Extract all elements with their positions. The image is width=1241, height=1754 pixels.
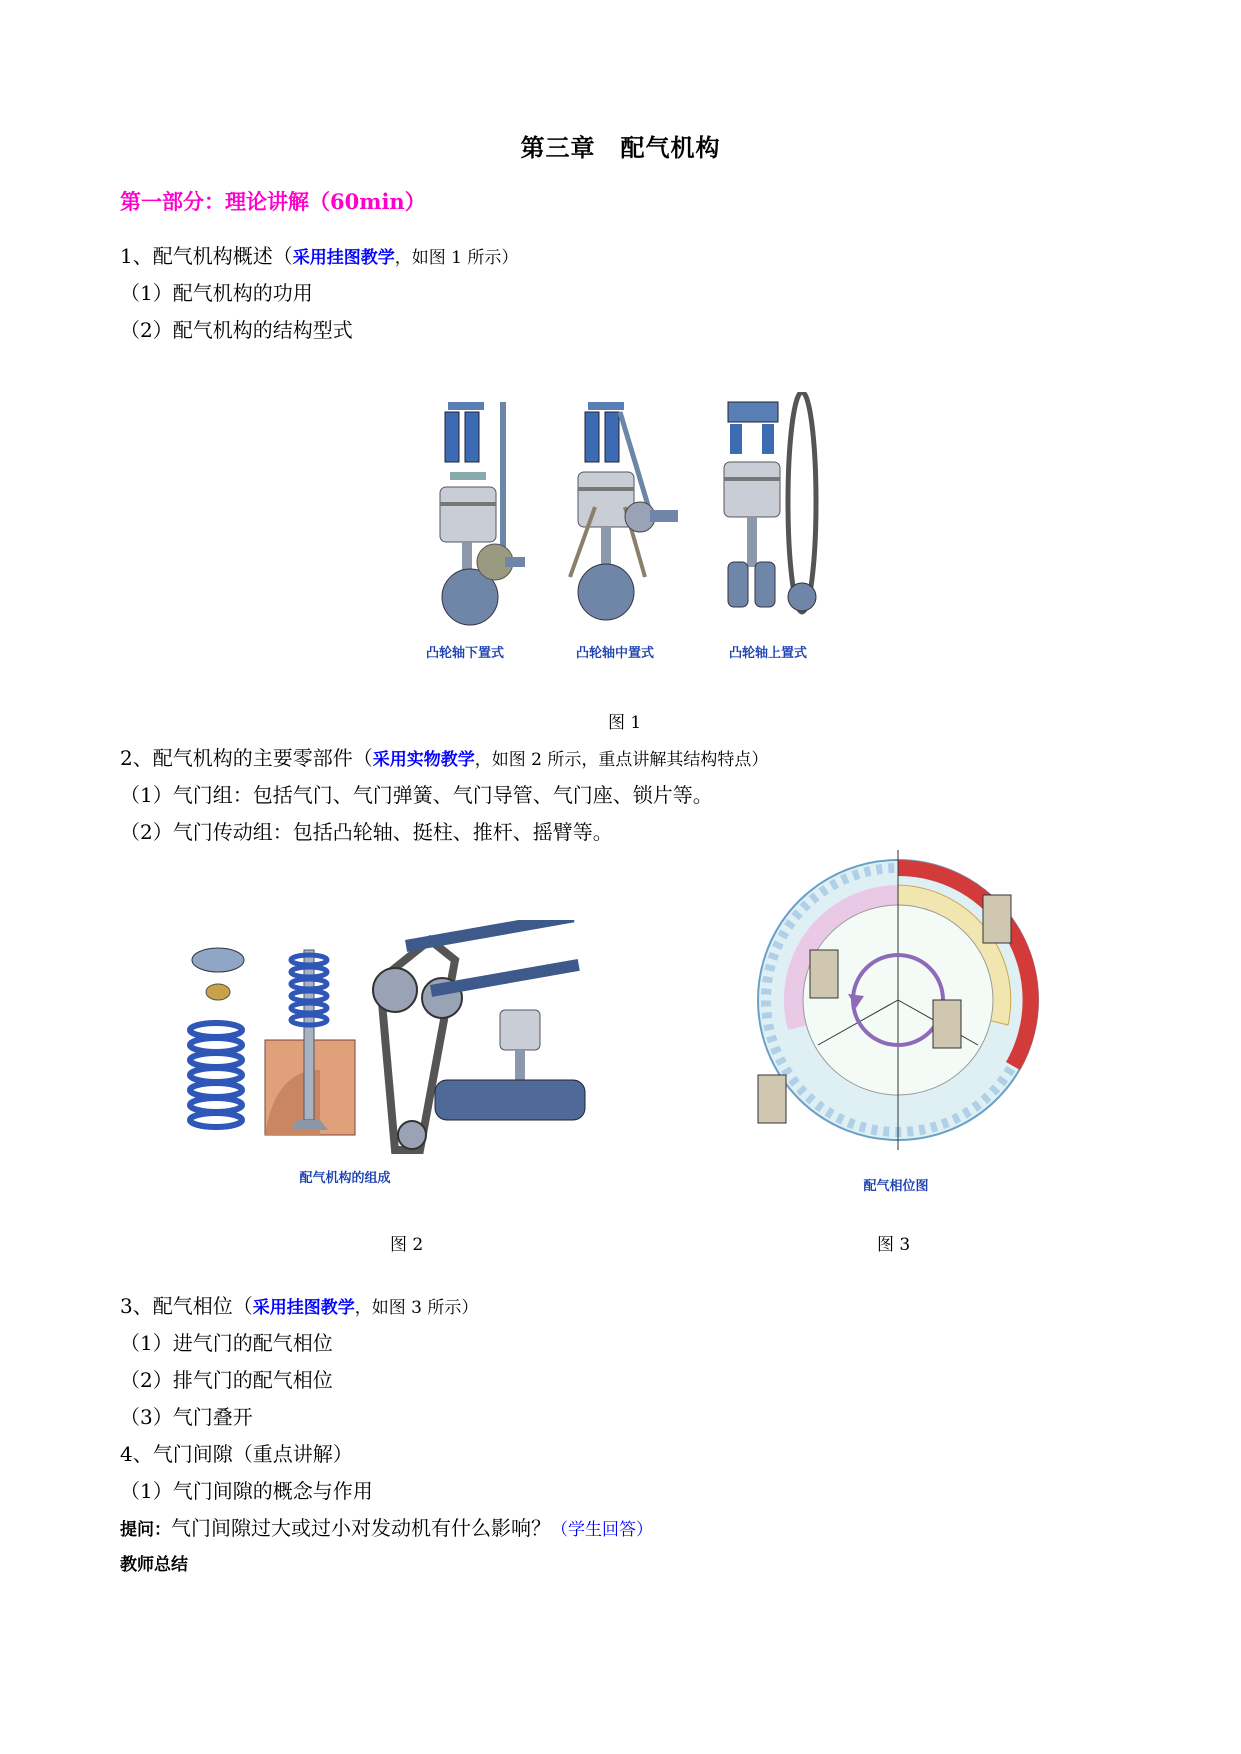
- section3-item-1: （1）进气门的配气相位: [120, 1331, 333, 1355]
- section1-method: 采用挂图教学: [292, 248, 395, 268]
- section1-heading: [120, 240, 518, 269]
- section1-item-1: （1）配气机构的功用: [120, 281, 313, 305]
- figure2-valvetrain-components: [180, 920, 640, 1190]
- section1-item-2: （2）配气机构的结构型式: [120, 318, 353, 342]
- engine-overhead-cam-illustration: [724, 392, 816, 612]
- section4-item-1: （1）气门间隙的概念与作用: [120, 1479, 373, 1503]
- figure1-label-1: 凸轮轴下置式: [425, 646, 505, 661]
- section3-prefix: 3、配气相位（: [120, 1294, 253, 1318]
- figure3-label: 配气相位图: [863, 1179, 929, 1194]
- figure1-label-3: 凸轮轴上置式: [728, 646, 808, 661]
- question-label: 提问：: [120, 1520, 171, 1540]
- section2-method: 采用实物教学: [372, 750, 475, 770]
- figure2-caption: 图 2: [390, 1235, 424, 1255]
- section3-suffix: ，如图 3 所示）: [354, 1298, 479, 1318]
- engine-cam-in-block-illustration: [440, 402, 525, 625]
- figure1-camshaft-layouts: [410, 392, 830, 662]
- question-answer: （学生回答）: [551, 1520, 653, 1540]
- teacher-summary: 教师总结: [120, 1555, 188, 1575]
- valve-assembly-illustration: [265, 950, 355, 1135]
- part1-heading: 第一部分：理论讲解（60min）: [120, 189, 426, 214]
- section3-heading: [120, 1290, 478, 1319]
- figure3-caption: 图 3: [877, 1235, 911, 1255]
- question-line: [120, 1512, 653, 1541]
- valve-spring-parts-illustration: [190, 948, 244, 1127]
- engine-cam-middle-illustration: [570, 402, 678, 620]
- section2-heading: [120, 742, 768, 771]
- section3-method: 采用挂图教学: [252, 1298, 355, 1318]
- chapter-title: 第三章 配气机构: [520, 133, 721, 162]
- section2-prefix: 2、配气机构的主要零部件（: [120, 746, 373, 770]
- section3-item-2: （2）排气门的配气相位: [120, 1368, 333, 1392]
- figure3-valve-timing-diagram: [748, 850, 1058, 1200]
- figure1-caption: 图 1: [608, 713, 642, 733]
- figure1-label-2: 凸轮轴中置式: [575, 646, 655, 661]
- section1-suffix: ，如图 1 所示）: [394, 248, 519, 268]
- section2-item-2: （2）气门传动组：包括凸轮轴、挺柱、推杆、摇臂等。: [120, 820, 613, 844]
- section4-heading: 4、气门间隙（重点讲解）: [120, 1442, 353, 1466]
- section3-item-3: （3）气门叠开: [120, 1405, 253, 1429]
- section2-suffix: ，如图 2 所示，重点讲解其结构特点）: [474, 750, 769, 770]
- section2-item-1: （1）气门组：包括气门、气门弹簧、气门导管、气门座、锁片等。: [120, 783, 713, 807]
- question-text: 气门间隙过大或过小对发动机有什么影响？: [171, 1516, 551, 1540]
- timing-belt-camshaft-illustration: [373, 920, 585, 1150]
- figure2-label: 配气机构的组成: [299, 1171, 391, 1186]
- section1-prefix: 1、配气机构概述（: [120, 244, 293, 268]
